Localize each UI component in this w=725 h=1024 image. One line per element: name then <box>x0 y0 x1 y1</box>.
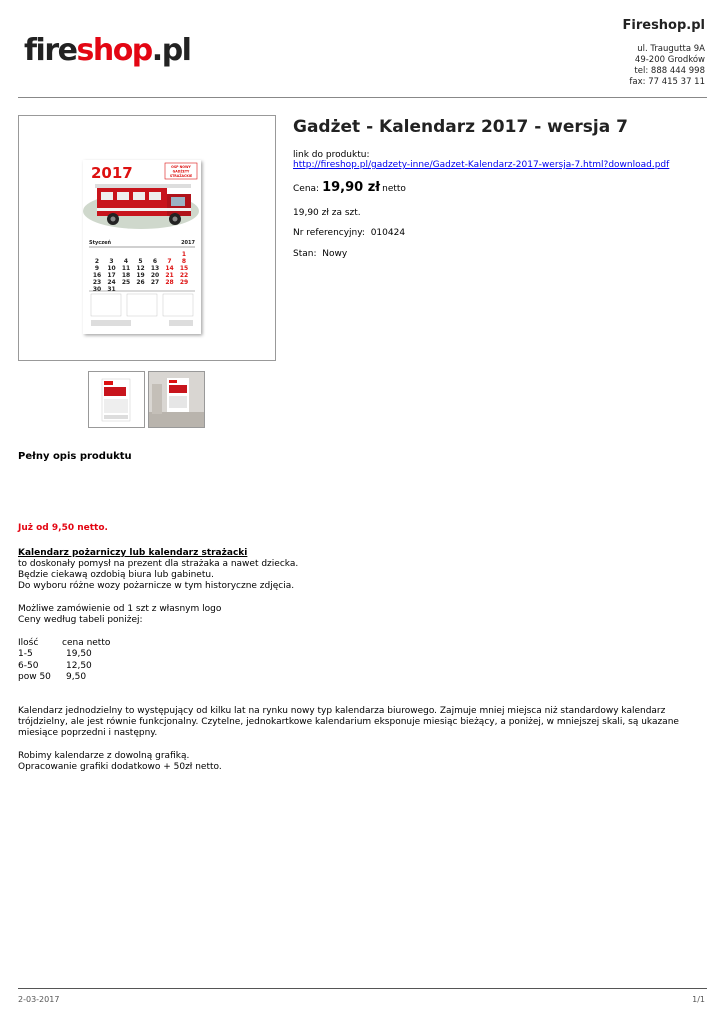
calendar-day: 31 <box>107 286 116 293</box>
reference-label: Nr referencyjny: <box>293 228 365 238</box>
calendar-day: 4 <box>123 258 129 265</box>
calendar-day: 23 <box>92 279 102 286</box>
badge-text: GADŻETY <box>172 169 190 174</box>
product-link-label: link do produktu: <box>293 150 370 160</box>
condition-value: Nowy <box>322 249 348 259</box>
fireshop-logo <box>24 33 191 68</box>
description-subheading: Kalendarz pożarniczy lub kalendarz strażacki <box>18 547 248 558</box>
badge-text: OSP NOWY <box>171 165 191 169</box>
table-cell: 9,50 <box>66 671 87 682</box>
footer-date: 2-03-2017 <box>18 995 60 1004</box>
price-label: Cena: <box>293 184 320 194</box>
calendar-day: 14 <box>165 265 174 272</box>
price-table-header <box>18 638 708 649</box>
store-name: Fireshop.pl <box>622 18 705 33</box>
badge-text: STRAŻACKIE <box>169 174 193 178</box>
calendar-day: 27 <box>150 279 160 286</box>
thumbnail-calendar-image <box>89 372 144 427</box>
description-line: Możliwe zamówienie od 1 szt z własnym logo <box>18 604 222 615</box>
description-line: Będzie ciekawą ozdobią biura lub gabinetu. <box>18 570 214 581</box>
calendar-day: 12 <box>136 265 145 272</box>
calendar-day: 6 <box>152 258 158 265</box>
description-heading: Pełny opis produktu <box>18 451 132 462</box>
product-main-image[interactable] <box>18 115 276 361</box>
calendar-day: 5 <box>138 258 143 265</box>
calendar-day: 10 <box>107 265 116 272</box>
address-line: ul. Traugutta 9A <box>637 44 705 54</box>
description-line: Do wyboru różne wozy pożarnicze w tym historyczne zdjęcia. <box>18 581 295 592</box>
promo-text: Już od 9,50 netto. <box>18 523 108 533</box>
description-line: Robimy kalendarze z dowolną grafiką. <box>18 750 190 761</box>
calendar-day: 19 <box>136 272 145 279</box>
unit-price: 19,90 zł za szt. <box>293 208 361 218</box>
calendar-day: 21 <box>165 272 174 279</box>
address-line: 49-200 Grodków <box>634 55 705 65</box>
calendar-year-small: 2017 <box>181 240 195 246</box>
calendar-day: 7 <box>167 258 172 265</box>
table-cell: 1-5 <box>18 649 33 660</box>
condition-row <box>293 249 347 259</box>
table-header-cell: Ilość <box>18 637 39 648</box>
calendar-month: Styczeń <box>89 240 112 246</box>
calendar-day: 11 <box>121 265 131 272</box>
address-line: fax: 77 415 37 11 <box>629 77 705 87</box>
calendar-day: 2 <box>94 258 100 265</box>
table-cell: pow 50 <box>18 671 51 682</box>
table-cell: 6-50 <box>18 660 39 671</box>
calendar-day: 28 <box>165 279 174 286</box>
price-suffix: netto <box>382 184 406 194</box>
calendar-day: 9 <box>94 265 100 272</box>
logo-text-pl: .pl <box>151 33 191 68</box>
footer-page-number: 1/1 <box>692 995 705 1004</box>
description-line: Ceny według tabeli poniżej: <box>18 615 143 626</box>
calendar-year: 2017 <box>91 164 133 182</box>
product-link[interactable]: http://fireshop.pl/gadzety-inne/Gadzet-Kalendarz-2017-wersja-7.html?download.pdf <box>293 160 670 170</box>
calendar-day: 17 <box>107 272 116 279</box>
description-line: Opracowanie grafiki dodatkowo + 50zł netto. <box>18 762 222 773</box>
product-description <box>18 523 708 774</box>
price-table-row <box>18 661 708 672</box>
product-thumbnail[interactable] <box>148 371 205 428</box>
footer-divider <box>18 988 707 989</box>
logo-text-shop: shop <box>76 33 152 68</box>
calendar-day: 26 <box>136 279 145 286</box>
calendar-day: 13 <box>150 265 160 272</box>
calendar-illustration <box>19 116 275 360</box>
calendar-day: 24 <box>107 279 116 286</box>
address-line: tel: 888 444 998 <box>634 66 705 76</box>
reference-row <box>293 228 405 238</box>
calendar-day: 1 <box>181 251 187 258</box>
table-cell: 12,50 <box>66 660 92 671</box>
calendar-day: 30 <box>92 286 102 293</box>
calendar-day: 8 <box>181 258 187 265</box>
price-table-row <box>18 672 708 683</box>
price-table-row <box>18 649 708 660</box>
condition-label: Stan: <box>293 249 317 259</box>
calendar-day: 18 <box>121 272 131 279</box>
price-row <box>293 180 406 195</box>
calendar-day: 25 <box>121 279 131 286</box>
product-title: Gadżet - Kalendarz 2017 - wersja 7 <box>293 117 628 137</box>
calendar-day: 15 <box>179 265 189 272</box>
description-paragraph: Kalendarz jednodzielny to występujący od kilku lat na rynku nowy typ kalendarza biurowego. Zajmuje mniej miejsca niż standardowy kalendarz trójdzielny, ale jest równie funkcjonalny. Czytelne, jednokartkowe kalendarium eksponuje miesiąc bieżący, a poniżej, w mniejszej skali, są ukazane miesiące poprzedni i następny. <box>18 705 679 739</box>
calendar-day: 3 <box>109 258 114 265</box>
price-value: 19,90 zł <box>322 180 381 195</box>
table-header-cell: cena netto <box>62 637 111 648</box>
description-line: to doskonały pomysł na prezent dla strażaka a nawet dziecka. <box>18 558 299 569</box>
reference-value: 010424 <box>370 228 406 238</box>
calendar-day: 16 <box>92 272 102 279</box>
calendar-day: 22 <box>179 272 189 279</box>
logo-text-fire: fire <box>24 33 77 68</box>
table-cell: 19,50 <box>66 649 92 660</box>
store-address <box>629 44 705 88</box>
product-thumbnail[interactable] <box>88 371 145 428</box>
thumbnail-room-image <box>149 372 204 427</box>
header-divider <box>18 97 707 98</box>
calendar-day: 20 <box>150 272 160 279</box>
calendar-day: 29 <box>179 279 189 286</box>
